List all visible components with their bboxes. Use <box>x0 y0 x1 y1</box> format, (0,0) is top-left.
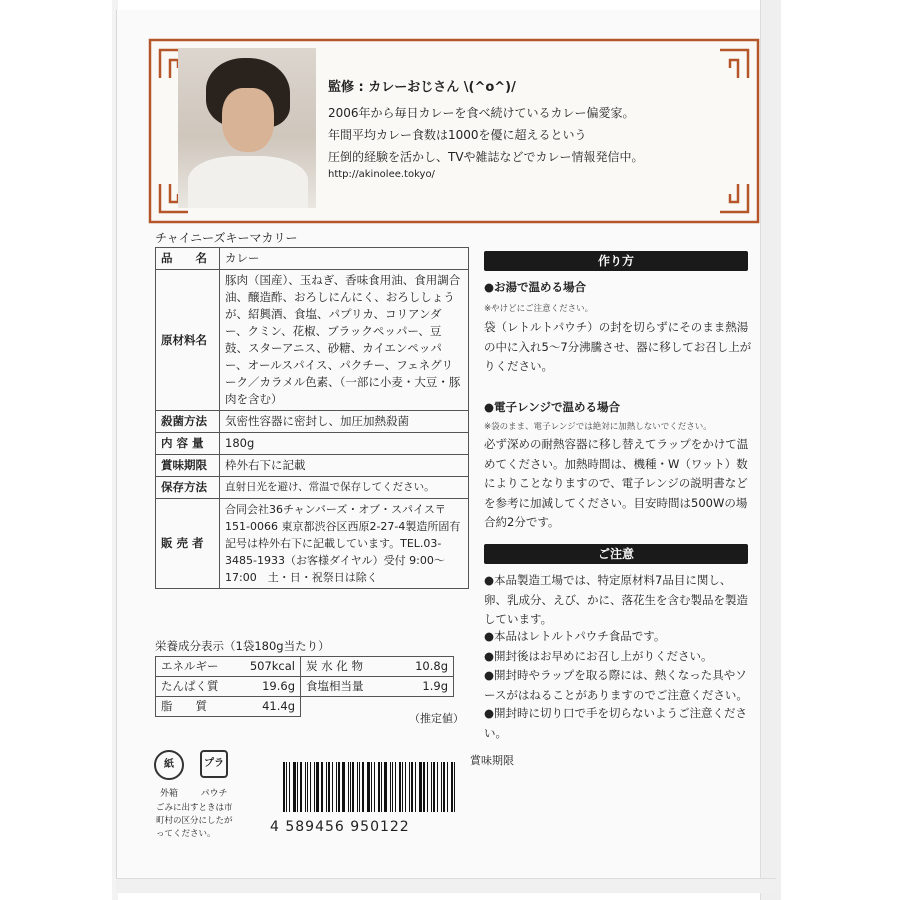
barcode-stripe <box>283 762 285 812</box>
boil-text: 袋（レトルトパウチ）の封を切らずにそのまま熱湯の中に入れ5〜7分沸騰させ、器に移してお召し上がりください。 <box>484 320 752 373</box>
barcode-stripe <box>336 762 337 812</box>
microwave-heading: ●電子レンジで温める場合 <box>484 400 620 414</box>
barcode-stripe <box>314 762 315 812</box>
estimate-note: （推定値） <box>409 712 464 725</box>
nutrient-name: 脂 質 <box>156 697 239 717</box>
barcode-stripe <box>321 762 323 812</box>
row-value: 気密性容器に密封し、加圧加熱殺菌 <box>220 411 469 433</box>
dispose-note: ごみに出すときは市町村の区分にしたがってください。 <box>156 803 233 839</box>
nutrient-value: 1.9g <box>399 677 454 697</box>
barcode-stripe <box>357 762 358 812</box>
table-row <box>156 433 469 455</box>
barcode-stripe <box>381 762 382 812</box>
barcode-stripe <box>378 762 380 812</box>
table-row <box>156 411 469 433</box>
row-value: 枠外右下に記載 <box>220 455 469 477</box>
table-row <box>156 248 469 270</box>
barcode-stripe <box>443 762 446 812</box>
barcode-stripe <box>415 762 416 812</box>
barcode-stripe <box>395 762 397 812</box>
nutrient-name: 炭 水 化 物 <box>301 657 400 677</box>
barcode-number: 4 589456 950122 <box>270 819 410 835</box>
row-key: 原材料名 <box>156 270 220 411</box>
barcode-stripe <box>431 762 432 812</box>
barcode-stripe <box>300 762 302 812</box>
barcode-stripe <box>411 762 413 812</box>
table-row <box>156 677 454 697</box>
nutrient-value: 10.8g <box>399 657 454 677</box>
bio-line-2: 年間平均カレー食数は1000を優に超えるという <box>328 128 587 142</box>
supervisor-url[interactable]: http://akinolee.tokyo/ <box>328 169 435 180</box>
howto-heading: 作り方 <box>484 251 748 271</box>
face-shape <box>222 88 274 152</box>
barcode-stripe <box>359 762 360 812</box>
paper-recycle-mark <box>154 750 184 799</box>
caution-item: ●本品製造工場では、特定原材料7品目に関し、卵、乳成分、えび、かに、落花生を含む製品を製造しています。 <box>484 573 749 626</box>
table-row <box>156 499 469 589</box>
bio-line-3: 圧倒的経験を活かし、TVや雑誌などでカレー情報発信中。 <box>328 150 644 164</box>
shirt-shape <box>188 156 308 208</box>
barcode-stripe <box>447 762 448 812</box>
barcode-stripe <box>451 762 453 812</box>
barcode <box>283 762 457 812</box>
plastic-recycle-icon: プラ <box>200 750 228 778</box>
barcode-stripe <box>433 762 435 812</box>
ingredient-table <box>155 247 469 589</box>
table-row <box>156 270 469 411</box>
row-value: 180g <box>220 433 469 455</box>
row-value: 直射日光を避け、常温で保存してください。 <box>220 477 469 499</box>
barcode-stripe <box>367 762 370 812</box>
boil-note: ※やけどにご注意ください。 <box>484 304 594 314</box>
barcode-stripe <box>293 762 296 812</box>
barcode-stripe <box>289 762 290 812</box>
row-value: 合同会社36チャンバーズ・オブ・スパイス〒151-0066 東京都渋谷区西原2-27-4製造所固有記号は枠外右下に記載しています。TEL.03-3485-1933（お客様ダイヤル）受付 9:00〜17:00 土・日・祝祭日は除く <box>220 499 469 589</box>
caution-item: ●開封時に切り口で手を切らないようご注意ください。 <box>484 706 748 740</box>
row-key: 内 容 量 <box>156 433 220 455</box>
barcode-stripe <box>307 762 308 812</box>
barcode-stripe <box>419 762 422 812</box>
barcode-stripe <box>352 762 354 812</box>
microwave-text: 必ず深めの耐熱容器に移し替えてラップをかけて温めてください。加熱時間は、機種・W（ワット）数によりことなりますので、電子レンジの説明書などを参考に加減してください。目安時間は500Wの場合約2分です。 <box>484 437 749 529</box>
barcode-stripe <box>297 762 298 812</box>
barcode-stripe <box>374 762 375 812</box>
nutrient-name: エネルギー <box>156 657 239 677</box>
barcode-stripe <box>399 762 401 812</box>
box-right-edge <box>760 0 781 900</box>
microwave-note: ※袋のまま、電子レンジでは絶対に加熱しないでください。 <box>484 422 712 432</box>
row-value: カレー <box>220 248 469 270</box>
plastic-recycle-label: パウチ <box>200 789 228 799</box>
nutrient-name: たんぱく質 <box>156 677 239 697</box>
barcode-stripe <box>316 762 319 812</box>
paper-recycle-label: 外箱 <box>159 789 178 799</box>
boil-heading: ●お湯で温める場合 <box>484 280 587 294</box>
bio-line-1: 2006年から毎日カレーを食べ続けているカレー偏愛家。 <box>328 106 635 120</box>
table-row <box>156 477 469 499</box>
row-value: 豚肉（国産）、玉ねぎ、香味食用油、食用調合油、醸造酢、おろしにんにく、おろししょうが、紹興酒、食塩、パプリカ、コリアンダー、クミン、花椒、ブラックペッパー、豆鼓、スターアニス、砂糖、カイエンペッパー、オールスパイス、パクチー、フェネグリーク／カラメル色素、（一部に小麦・大豆・豚肉を含む） <box>220 270 469 411</box>
barcode-stripe <box>437 762 438 812</box>
barcode-stripe <box>405 762 406 812</box>
barcode-stripe <box>454 762 455 812</box>
barcode-stripe <box>392 762 393 812</box>
plastic-recycle-mark <box>196 750 232 799</box>
nutrient-name: 食塩相当量 <box>301 677 400 697</box>
caution-item: ●開封時やラップを取る際には、熱くなった具やソースがはねることがありますのでご注意ください。 <box>484 668 748 702</box>
barcode-stripe <box>390 762 391 812</box>
nutrition-title: 栄養成分表示（1袋180g当たり） <box>155 639 330 653</box>
row-key: 品 名 <box>156 248 220 270</box>
product-name: チャイニーズキーマカリー <box>155 231 298 245</box>
barcode-stripe <box>384 762 387 812</box>
caution-item: ●開封後はお早めにお召し上がりください。 <box>484 649 713 663</box>
caution-heading: ご注意 <box>484 544 748 564</box>
barcode-stripe <box>423 762 425 812</box>
barcode-stripe <box>371 762 372 812</box>
barcode-stripe <box>310 762 311 812</box>
barcode-stripe <box>427 762 428 812</box>
table-row <box>156 657 454 677</box>
barcode-stripe <box>402 762 403 812</box>
barcode-stripe <box>328 762 330 812</box>
row-key: 保存方法 <box>156 477 220 499</box>
row-key: 殺菌方法 <box>156 411 220 433</box>
caution-item: ●本品はレトルトパウチ食品です。 <box>484 629 666 643</box>
barcode-stripe <box>326 762 327 812</box>
nutrient-value: 41.4g <box>238 697 301 717</box>
nutrient-value: 507kcal <box>238 657 301 677</box>
barcode-stripe <box>286 762 287 812</box>
supervisor-photo <box>178 48 316 208</box>
barcode-stripe <box>362 762 364 812</box>
barcode-stripe <box>348 762 349 812</box>
row-key: 賞味期限 <box>156 455 220 477</box>
barcode-stripe <box>332 762 333 812</box>
nutrition-table <box>155 656 454 717</box>
barcode-stripe <box>338 762 340 812</box>
paper-recycle-icon: 紙 <box>154 750 184 780</box>
expiry-label: 賞味期限 <box>470 754 514 767</box>
table-row <box>156 455 469 477</box>
barcode-stripe <box>305 762 307 812</box>
barcode-stripe <box>350 762 351 812</box>
barcode-stripe <box>441 762 442 812</box>
row-key: 販 売 者 <box>156 499 220 589</box>
barcode-stripe <box>409 762 410 812</box>
supervisor-title: 監修 : カレーおじさん \(^o^)/ <box>328 80 516 95</box>
box-bottom-edge <box>116 878 776 893</box>
nutrient-value: 19.6g <box>238 677 301 697</box>
barcode-stripe <box>342 762 345 812</box>
